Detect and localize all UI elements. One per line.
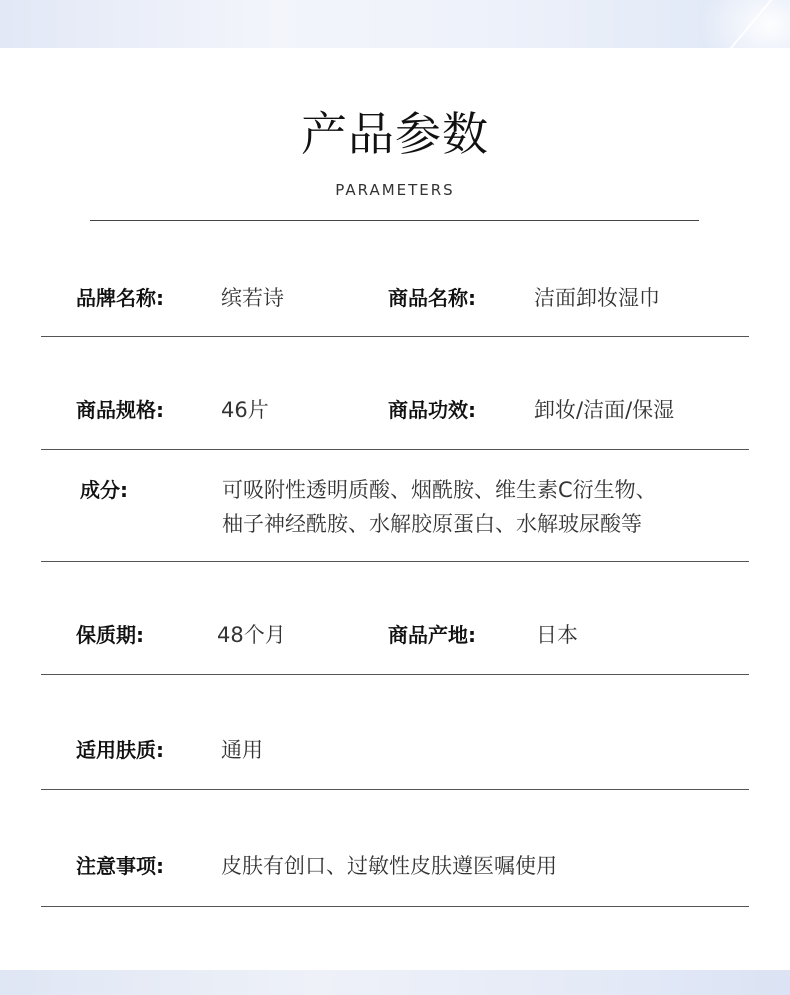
row-divider <box>41 561 749 562</box>
page-title: 产品参数 <box>301 107 489 161</box>
skin-type-value: 通用 <box>221 738 263 762</box>
ingredients-line-1: 可吸附性透明质酸、烟酰胺、维生素C衍生物、 <box>222 478 657 502</box>
ingredients-line-2: 柚子神经酰胺、水解胶原蛋白、水解玻尿酸等 <box>222 512 642 536</box>
row-divider <box>41 449 749 450</box>
origin-value: 日本 <box>536 623 578 647</box>
effect-value: 卸妆/洁面/保湿 <box>534 398 675 422</box>
title-divider <box>90 220 699 221</box>
spec-label: 商品规格: <box>76 398 164 422</box>
row-divider <box>41 906 749 907</box>
light-glow <box>700 0 790 48</box>
effect-label: 商品功效: <box>388 398 476 422</box>
product-name-value: 洁面卸妆湿巾 <box>534 286 660 310</box>
brand-value: 缤若诗 <box>221 286 284 310</box>
notes-value: 皮肤有创口、过敏性皮肤遵医嘱使用 <box>221 854 557 878</box>
row-divider <box>41 674 749 675</box>
page-subtitle: PARAMETERS <box>335 181 455 199</box>
skin-type-label: 适用肤质: <box>76 738 164 762</box>
spec-value: 46片 <box>221 398 269 422</box>
row-divider <box>41 789 749 790</box>
origin-label: 商品产地: <box>388 623 476 647</box>
bottom-decorative-band <box>0 970 790 995</box>
ingredients-value <box>222 473 742 541</box>
notes-label: 注意事项: <box>76 854 164 878</box>
ingredients-label: 成分: <box>80 478 128 502</box>
product-name-label: 商品名称: <box>388 286 476 310</box>
shelf-life-value: 48个月 <box>217 623 286 647</box>
top-decorative-band <box>0 0 790 48</box>
shelf-life-label: 保质期: <box>76 623 144 647</box>
brand-label: 品牌名称: <box>76 286 164 310</box>
row-divider <box>41 336 749 337</box>
